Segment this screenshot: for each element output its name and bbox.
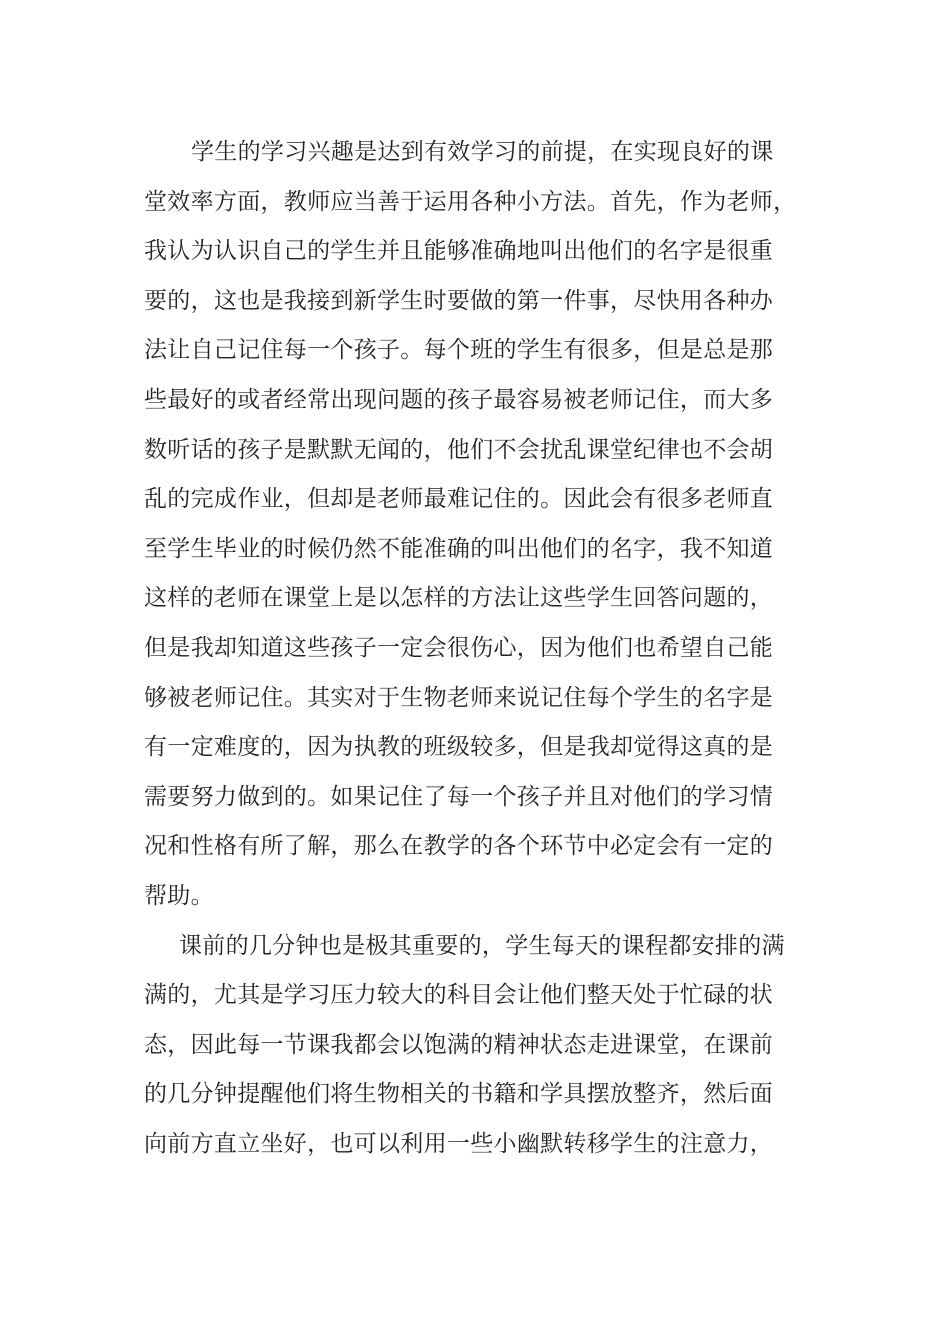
text-line: 课前的几分钟也是极其重要的，学生每天的课程都安排的满 <box>179 932 785 959</box>
text-line: 法让自己记住每一个孩子。每个班的学生有很多，但是总是那 <box>144 337 774 364</box>
text-line: 满的，尤其是学习压力较大的科目会让他们整天处于忙碌的状 <box>144 982 774 1009</box>
text-line: 态，因此每一节课我都会以饱满的精神状态走进课堂，在课前 <box>144 1031 774 1058</box>
text-line: 学生的学习兴趣是达到有效学习的前提，在实现良好的课 <box>191 139 774 165</box>
text-line: 的几分钟提醒他们将生物相关的书籍和学具摆放整齐，然后面 <box>144 1081 774 1108</box>
text-line: 帮助。 <box>144 882 214 909</box>
text-line: 我认为认识自己的学生并且能够准确地叫出他们的名字是很重 <box>144 238 774 265</box>
paragraph-1 <box>144 128 824 922</box>
text-line: 向前方直立坐好，也可以利用一些小幽默转移学生的注意力， <box>144 1130 774 1157</box>
text-line: 需要努力做到的。如果记住了每一个孩子并且对他们的学习情 <box>144 783 774 810</box>
text-line: 况和性格有所了解，那么在教学的各个环节中必定会有一定的 <box>144 833 774 860</box>
text-line: 些最好的或者经常出现问题的孩子最容易被老师记住，而大多 <box>144 386 774 413</box>
paragraph-2 <box>144 922 824 1170</box>
text-line: 堂效率方面，教师应当善于运用各种小方法。首先，作为老师， <box>144 188 797 215</box>
text-line: 乱的完成作业，但却是老师最难记住的。因此会有很多老师直 <box>144 486 774 513</box>
text-line: 这样的老师在课堂上是以怎样的方法让这些学生回答问题的， <box>144 585 774 612</box>
text-line: 但是我却知道这些孩子一定会很伤心，因为他们也希望自己能 <box>144 634 774 661</box>
text-line: 至学生毕业的时候仍然不能准确的叫出他们的名字，我不知道 <box>144 535 774 562</box>
text-line: 要的，这也是我接到新学生时要做的第一件事，尽快用各种办 <box>144 287 774 314</box>
document-body <box>144 128 824 1169</box>
text-line: 够被老师记住。其实对于生物老师来说记住每个学生的名字是 <box>144 684 774 711</box>
text-line: 有一定难度的，因为执教的班级较多，但是我却觉得这真的是 <box>144 734 774 761</box>
text-line: 数听话的孩子是默默无闻的，他们不会扰乱课堂纪律也不会胡 <box>144 436 774 463</box>
